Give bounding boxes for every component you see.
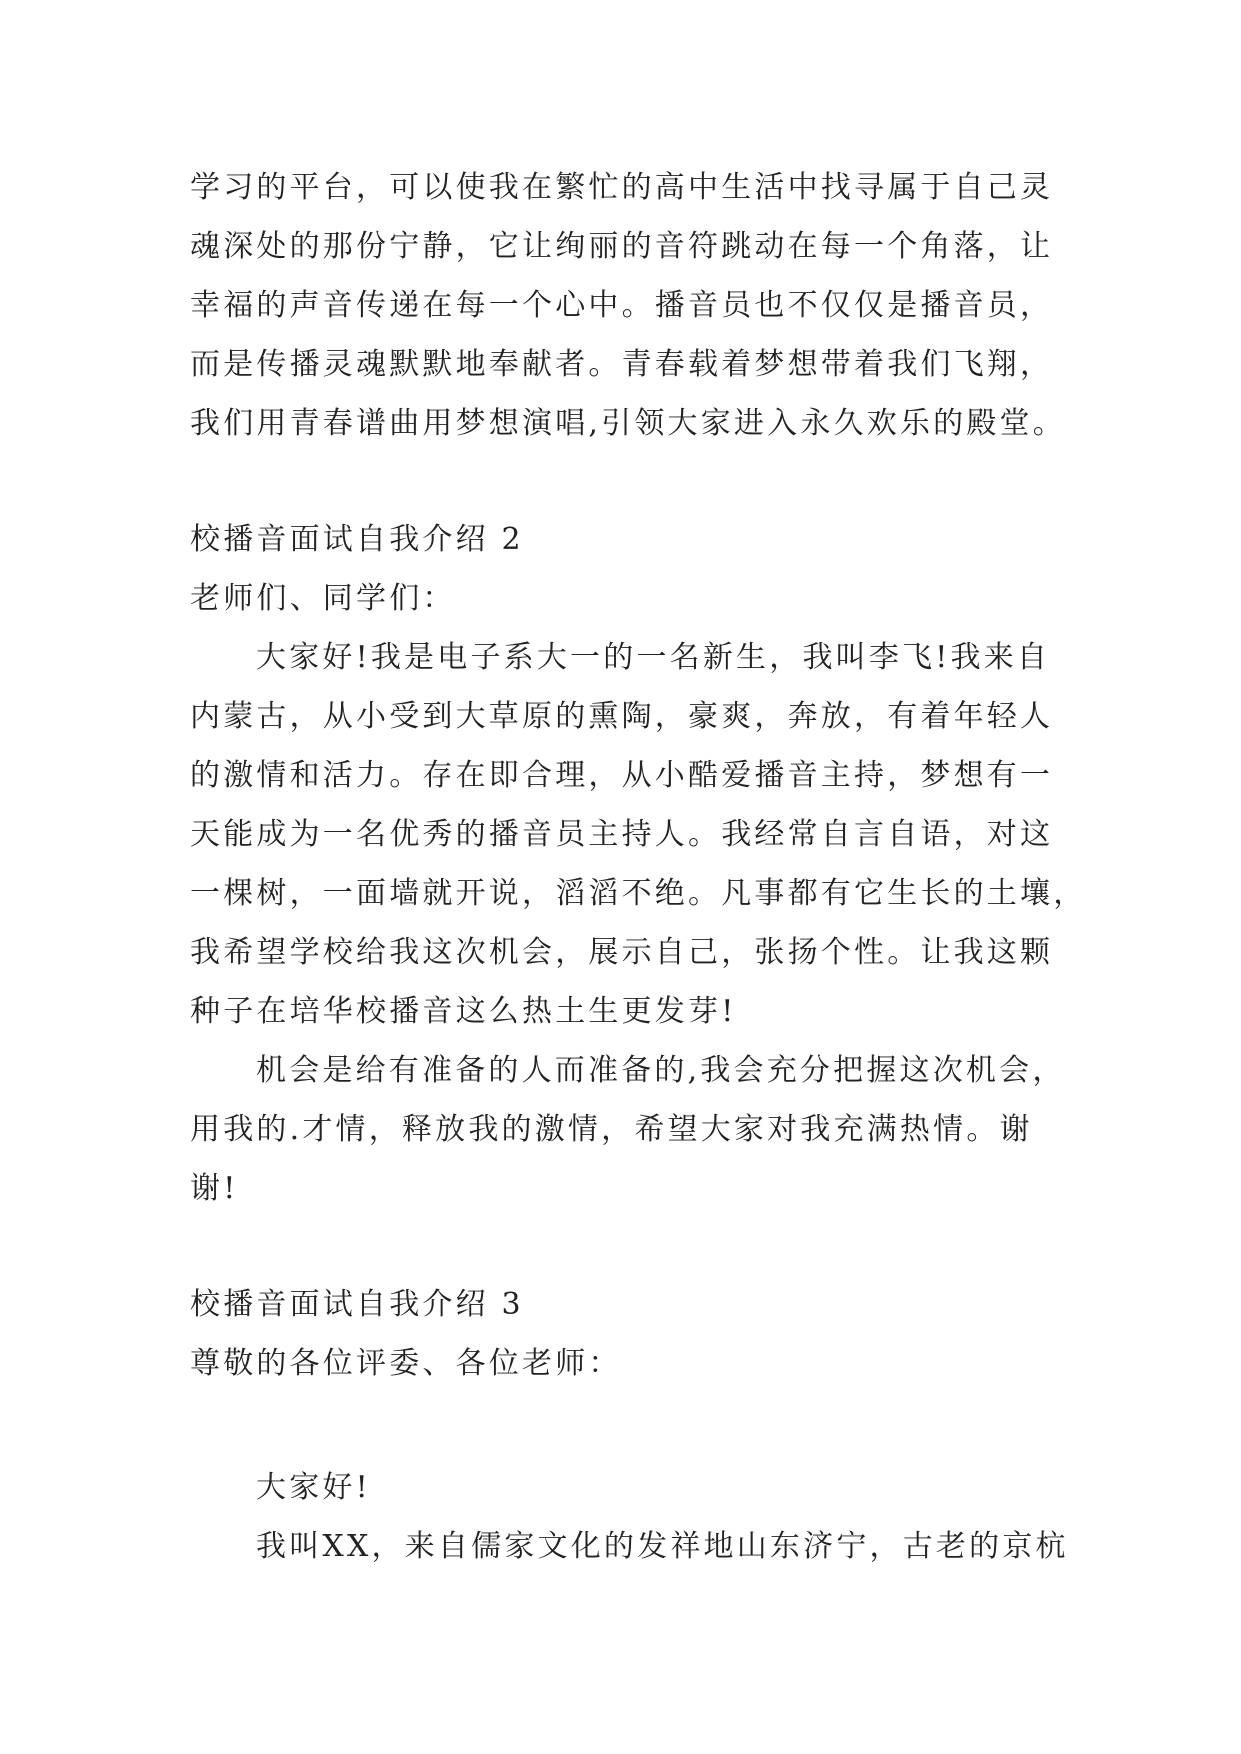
text-line: 大家好! bbox=[256, 1470, 371, 1505]
text-line: 内蒙古，从小受到大草原的熏陶，豪爽，奔放，有着年轻人 bbox=[190, 699, 1054, 734]
section-2-salutation: 老师们、同学们： bbox=[190, 581, 456, 616]
text-line: 种子在培华校播音这么热土生更发芽! bbox=[190, 994, 737, 1029]
section-3-heading: 校播音面试自我介绍 3 bbox=[190, 1287, 524, 1322]
text-line: 我们用青春谱曲用梦想演唱,引领大家进入永久欢乐的殿堂。 bbox=[190, 406, 1066, 441]
section-3-greeting bbox=[190, 1458, 1070, 1517]
text-line: 大家好!我是电子系大一的一名新生，我叫李飞!我来自 bbox=[256, 640, 1051, 675]
section-3-paragraph-1 bbox=[190, 1517, 1070, 1576]
text-line: 用我的.才情，释放我的激情，希望大家对我充满热情。谢 bbox=[190, 1112, 1033, 1147]
section-2-heading: 校播音面试自我介绍 2 bbox=[190, 522, 524, 557]
document-body bbox=[190, 158, 1087, 1576]
text-line: 一棵树，一面墙就开说，滔滔不绝。凡事都有它生长的土壤， bbox=[190, 876, 1087, 911]
text-line: 我希望学校给我这次机会，展示自己，张扬个性。让我这颗 bbox=[190, 935, 1054, 970]
text-line: 而是传播灵魂默默地奉献者。青春载着梦想带着我们飞翔， bbox=[190, 347, 1054, 382]
section-spacer bbox=[190, 453, 1070, 510]
text-line: 魂深处的那份宁静，它让绚丽的音符跳动在每一个角落，让 bbox=[190, 229, 1054, 264]
text-line: 幸福的声音传递在每一个心中。播音员也不仅仅是播音员， bbox=[190, 288, 1054, 323]
text-line: 学习的平台，可以使我在繁忙的高中生活中找寻属于自己灵 bbox=[190, 170, 1054, 205]
section-spacer bbox=[190, 1218, 1070, 1275]
section-2-paragraph-2 bbox=[190, 1041, 1070, 1218]
text-line: 谢! bbox=[190, 1171, 239, 1206]
intro-paragraph bbox=[190, 158, 1070, 453]
section-2-paragraph-1 bbox=[190, 628, 1087, 1041]
section-3-salutation: 尊敬的各位评委、各位老师： bbox=[190, 1346, 622, 1381]
text-line: 天能成为一名优秀的播音员主持人。我经常自言自语，对这 bbox=[190, 817, 1054, 852]
text-line: 机会是给有准备的人而准备的,我会充分把握这次机会， bbox=[256, 1053, 1066, 1088]
section-spacer bbox=[190, 1393, 1070, 1458]
text-line: 的激情和活力。存在即合理，从小酷爱播音主持，梦想有一 bbox=[190, 758, 1054, 793]
text-line: 我叫XX，来自儒家文化的发祥地山东济宁，古老的京杭 bbox=[256, 1529, 1069, 1564]
